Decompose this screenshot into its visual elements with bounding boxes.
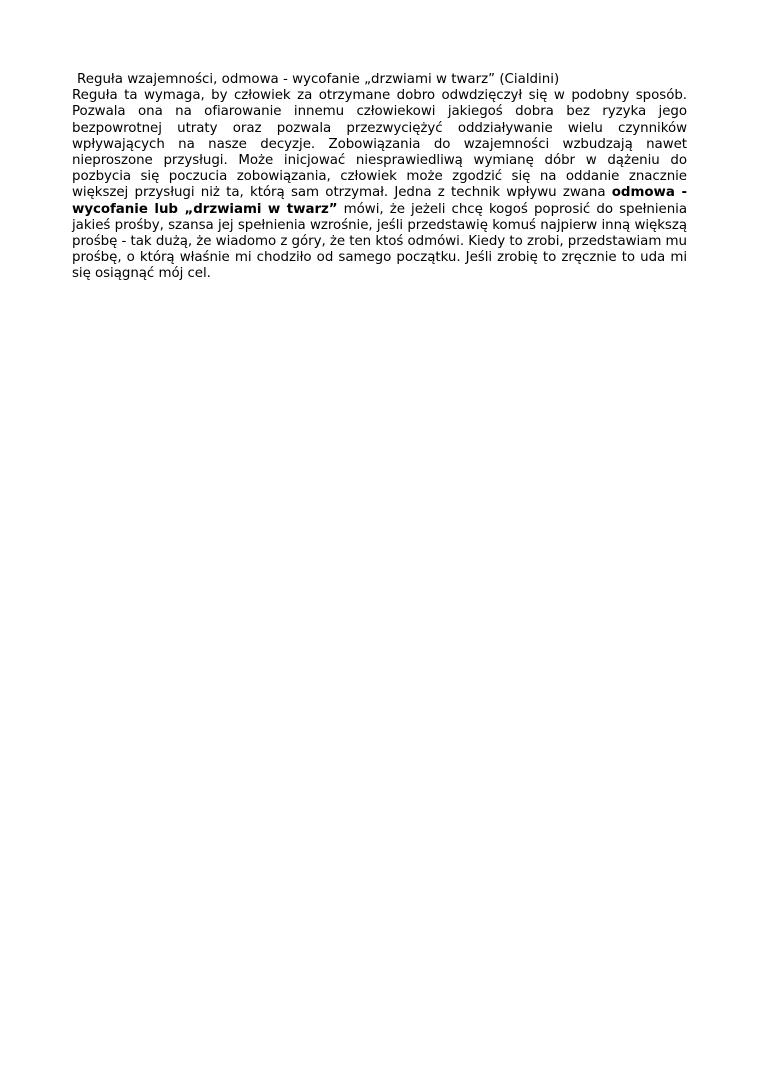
paragraph-text-part2: mówi, że jeżeli chcę kogoś poprosić do spełnienia jakieś prośby, szansa jej spełnienia wzrośnie, jeśli przedstawię komuś najpierw inną większą prośbę - tak dużą, że wiadomo z góry, że ten ktoś odmówi. Kiedy to zrobi, przedstawiam mu prośbę, o którą właśnie mi chodziło od samego początku. Jeśli zrobię to zręcznie to uda mi się osiągnąć mój cel. (72, 201, 687, 282)
paragraph-bold-term: odmowa -wycofanie lub „drzwiami w twarz” (72, 185, 688, 217)
document-content (72, 72, 687, 283)
paragraph-text-part1: Reguła ta wymaga, by człowiek za otrzymane dobro odwdzięczył się w podobny sposób. Pozwala ona na ofiarowanie innemu człowiekowi jakiegoś dobra bez ryzyka jego bezpowrotnej utraty oraz pozwala przezwyciężyć oddziaływanie wielu czynników wpływających na nasze decyzje. Zobowiązania do wzajemności wzbudzają nawet nieproszone przysługi. Może inicjować niesprawiedliwą wymianę dóbr w dążeniu do pozbycia się poczucia zobowiązania, człowiek może zgodzić się na oddanie znacznie większej przysługi niż ta, którą sam otrzymał. Jedna z technik wpływu zwana (72, 88, 687, 201)
document-title: Reguła wzajemności, odmowa - wycofanie „drzwiami w twarz” (Cialdini) (77, 72, 560, 87)
document-paragraph (72, 88, 687, 282)
